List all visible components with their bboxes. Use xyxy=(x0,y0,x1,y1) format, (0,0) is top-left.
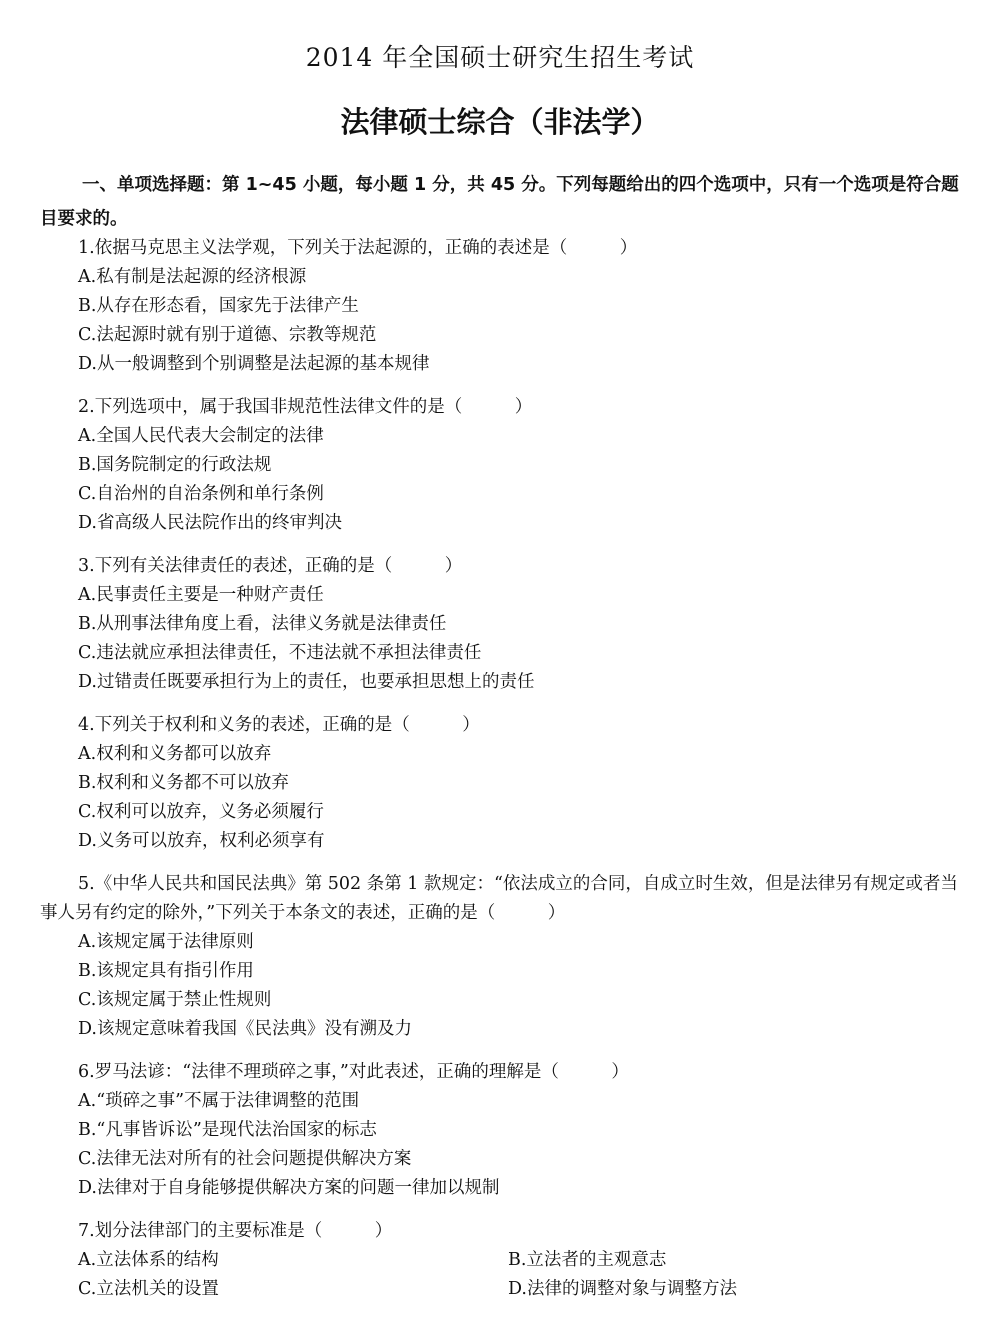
option-b: B.立法者的主观意志 xyxy=(508,1250,667,1270)
question-7 xyxy=(40,1217,960,1304)
option-a: A.立法体系的结构 xyxy=(78,1250,219,1270)
option-b: B.从存在形态看，国家先于法律产生 xyxy=(78,296,359,316)
subject-title: 法律硕士综合（非法学） xyxy=(340,105,660,139)
option-c: C.法起源时就有别于道德、宗教等规范 xyxy=(78,325,377,345)
option-c: C.违法就应承担法律责任，不违法就不承担法律责任 xyxy=(78,643,482,663)
option-grid xyxy=(40,1246,960,1304)
question-2 xyxy=(40,393,960,538)
section-instruction: 一、单项选择题：第 1~45 小题，每小题 1 分，共 45 分。下列每题给出的四个选项中，只有一个选项是符合题目要求的。 xyxy=(40,175,959,229)
option-c: C.权利可以放弃，义务必须履行 xyxy=(78,802,324,822)
option-a: A.全国人民代表大会制定的法律 xyxy=(78,426,324,446)
question-6 xyxy=(40,1058,960,1203)
option-d: D.过错责任既要承担行为上的责任，也要承担思想上的责任 xyxy=(78,672,535,692)
option-d: D.法律对于自身能够提供解决方案的问题一律加以规制 xyxy=(78,1178,500,1198)
question-stem: 3.下列有关法律责任的表述，正确的是（ ） xyxy=(78,556,463,576)
option-b: B.该规定具有指引作用 xyxy=(78,961,254,981)
option-a: A.私有制是法起源的经济根源 xyxy=(78,267,307,287)
question-list xyxy=(40,234,960,1318)
option-c: C.自治州的自治条例和单行条例 xyxy=(78,484,324,504)
question-stem: 6.罗马法谚：“法律不理琐碎之事，”对此表述，正确的理解是（ ） xyxy=(78,1062,629,1082)
option-a: A.权利和义务都可以放弃 xyxy=(78,744,272,764)
option-c: C.立法机关的设置 xyxy=(78,1279,219,1299)
option-d: D.法律的调整对象与调整方法 xyxy=(508,1279,737,1299)
question-stem: 1.依据马克思主义法学观，下列关于法起源的，正确的表述是（ ） xyxy=(78,238,638,258)
option-b: B.“凡事皆诉讼”是现代法治国家的标志 xyxy=(78,1120,377,1140)
option-d: D.省高级人民法院作出的终审判决 xyxy=(78,513,342,533)
question-4 xyxy=(40,711,960,856)
option-a: A.民事责任主要是一种财产责任 xyxy=(78,585,324,605)
question-1 xyxy=(40,234,960,379)
option-d: D.从一般调整到个别调整是法起源的基本规律 xyxy=(78,354,430,374)
question-3 xyxy=(40,552,960,697)
option-b: B.权利和义务都不可以放弃 xyxy=(78,773,289,793)
question-stem: 5.《中华人民共和国民法典》第 502 条第 1 款规定：“依法成立的合同，自成立时生效，但是法律另有规定或者当事人另有约定的除外，”下列关于本条文的表述，正确的是（ ） xyxy=(40,874,958,923)
option-d: D.该规定意味着我国《民法典》没有溯及力 xyxy=(78,1019,412,1039)
question-stem: 7.划分法律部门的主要标准是（ ） xyxy=(78,1221,393,1241)
option-b: B.国务院制定的行政法规 xyxy=(78,455,272,475)
question-stem: 4.下列关于权利和义务的表述，正确的是（ ） xyxy=(78,715,480,735)
exam-title: 2014 年全国硕士研究生招生考试 xyxy=(305,43,695,72)
option-a: A.该规定属于法律原则 xyxy=(78,932,254,952)
option-d: D.义务可以放弃，权利必须享有 xyxy=(78,831,325,851)
option-c: C.法律无法对所有的社会问题提供解决方案 xyxy=(78,1149,412,1169)
option-a: A.“琐碎之事”不属于法律调整的范围 xyxy=(78,1091,360,1111)
question-5 xyxy=(40,870,960,1044)
option-b: B.从刑事法律角度上看，法律义务就是法律责任 xyxy=(78,614,447,634)
option-c: C.该规定属于禁止性规则 xyxy=(78,990,272,1010)
question-stem: 2.下列选项中，属于我国非规范性法律文件的是（ ） xyxy=(78,397,533,417)
